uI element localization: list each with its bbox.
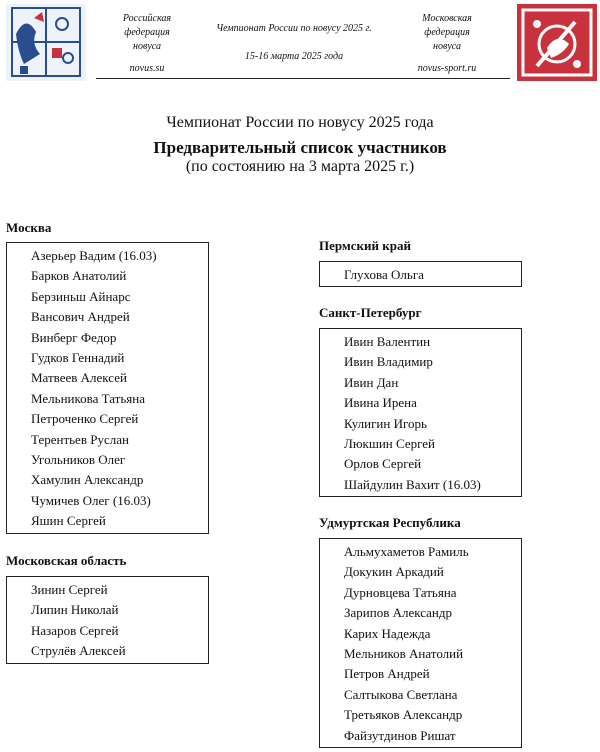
- participant-list-udmurtia: [319, 538, 522, 748]
- region-heading-moscow: Москва: [6, 220, 52, 235]
- participant-list-moscow: [6, 242, 209, 534]
- participant-name: Гудков Геннадий: [31, 350, 125, 366]
- participant-name: Яшин Сергей: [31, 513, 106, 529]
- participant-name: Зинин Сергей: [31, 582, 108, 597]
- participant-name: Докукин Аркадий: [344, 564, 444, 580]
- participant-name: Кулигин Игорь: [344, 415, 427, 431]
- region-heading-moscow-oblast: Московская область: [6, 553, 127, 568]
- participant-name: Зарипов Александр: [344, 605, 452, 621]
- participant-name: Назаров Сергей: [31, 622, 119, 638]
- participant-name: Струлёв Алексей: [31, 643, 126, 659]
- right-org-line: Московская: [422, 13, 472, 24]
- left-org-line: новуса: [133, 41, 161, 52]
- participant-name: Файзутдинов Ришат: [344, 727, 456, 743]
- left-org-line: Российская: [122, 13, 172, 24]
- participant-name: Орлов Сергей: [344, 456, 422, 472]
- participant-name: Ивин Валентин: [344, 334, 431, 349]
- document-title: Чемпионат России по новусу 2025 года: [166, 114, 434, 131]
- header-divider: [96, 78, 510, 79]
- right-org-line: федерация: [424, 27, 470, 38]
- participant-name: Дурновцева Татьяна: [344, 584, 457, 600]
- region-heading-saint-petersburg: Санкт-Петербург: [319, 305, 422, 320]
- participant-name: Петроченко Сергей: [31, 411, 139, 427]
- participant-name: Матвеев Алексей: [31, 370, 127, 386]
- participant-name: Ивин Владимир: [344, 354, 433, 370]
- moscow-novus-federation-logo: [517, 4, 597, 81]
- participant-name: Барков Анатолий: [31, 268, 127, 284]
- header-event-dates: 15-16 марта 2025 года: [244, 51, 344, 62]
- participant-name: Липин Николай: [31, 602, 119, 618]
- participant-list-moscow-oblast: [6, 576, 209, 664]
- participant-list-saint-petersburg: [319, 328, 522, 497]
- participant-name: Чумичев Олег (16.03): [31, 492, 151, 508]
- document-subtitle: Предварительный список участников: [153, 138, 447, 157]
- participant-name: Угольников Олег: [31, 452, 126, 468]
- left-org-line: федерация: [124, 27, 170, 38]
- participant-name: Терентьев Руслан: [31, 431, 129, 447]
- participant-name: Ивина Ирена: [344, 395, 417, 411]
- participant-name: Винберг Федор: [31, 329, 117, 345]
- right-org-line: новуса: [433, 41, 461, 52]
- left-federation-name: [104, 12, 190, 54]
- right-site-link[interactable]: novus-sport.ru: [417, 63, 477, 74]
- participant-name: Третьяков Александр: [344, 707, 463, 723]
- participant-name: Мельникова Татьяна: [31, 390, 145, 406]
- participant-list-perm: [319, 261, 522, 287]
- region-heading-perm: Пермский край: [319, 238, 411, 253]
- participant-name: Азерьер Вадим (16.03): [31, 248, 157, 263]
- participant-name: Петров Андрей: [344, 666, 430, 682]
- participant-name: Мельников Анатолий: [344, 646, 464, 662]
- participant-name: Люкшин Сергей: [344, 436, 436, 452]
- header-event-title: Чемпионат России по новусу 2025 г.: [216, 23, 372, 34]
- participant-name: Карих Надежда: [344, 625, 431, 641]
- participant-name: Ивин Дан: [344, 374, 399, 390]
- participant-name: Альмухаметов Рамиль: [344, 544, 469, 559]
- participant-name: Салтыкова Светлана: [344, 686, 458, 702]
- right-federation-name: [404, 12, 490, 54]
- participant-name: Берзиньш Айнарс: [31, 288, 131, 304]
- participant-name: Вансович Андрей: [31, 309, 130, 325]
- document-status-date: (по состоянию на 3 марта 2025 г.): [185, 158, 415, 175]
- participant-name: Шайдулин Вахит (16.03): [344, 476, 481, 492]
- left-site-link[interactable]: novus.su: [129, 63, 165, 74]
- region-heading-udmurtia: Удмуртская Республика: [319, 515, 461, 530]
- participant-name: Глухова Ольга: [344, 267, 424, 282]
- participant-name: Хамулин Александр: [31, 472, 144, 488]
- russian-novus-federation-logo: [6, 4, 86, 81]
